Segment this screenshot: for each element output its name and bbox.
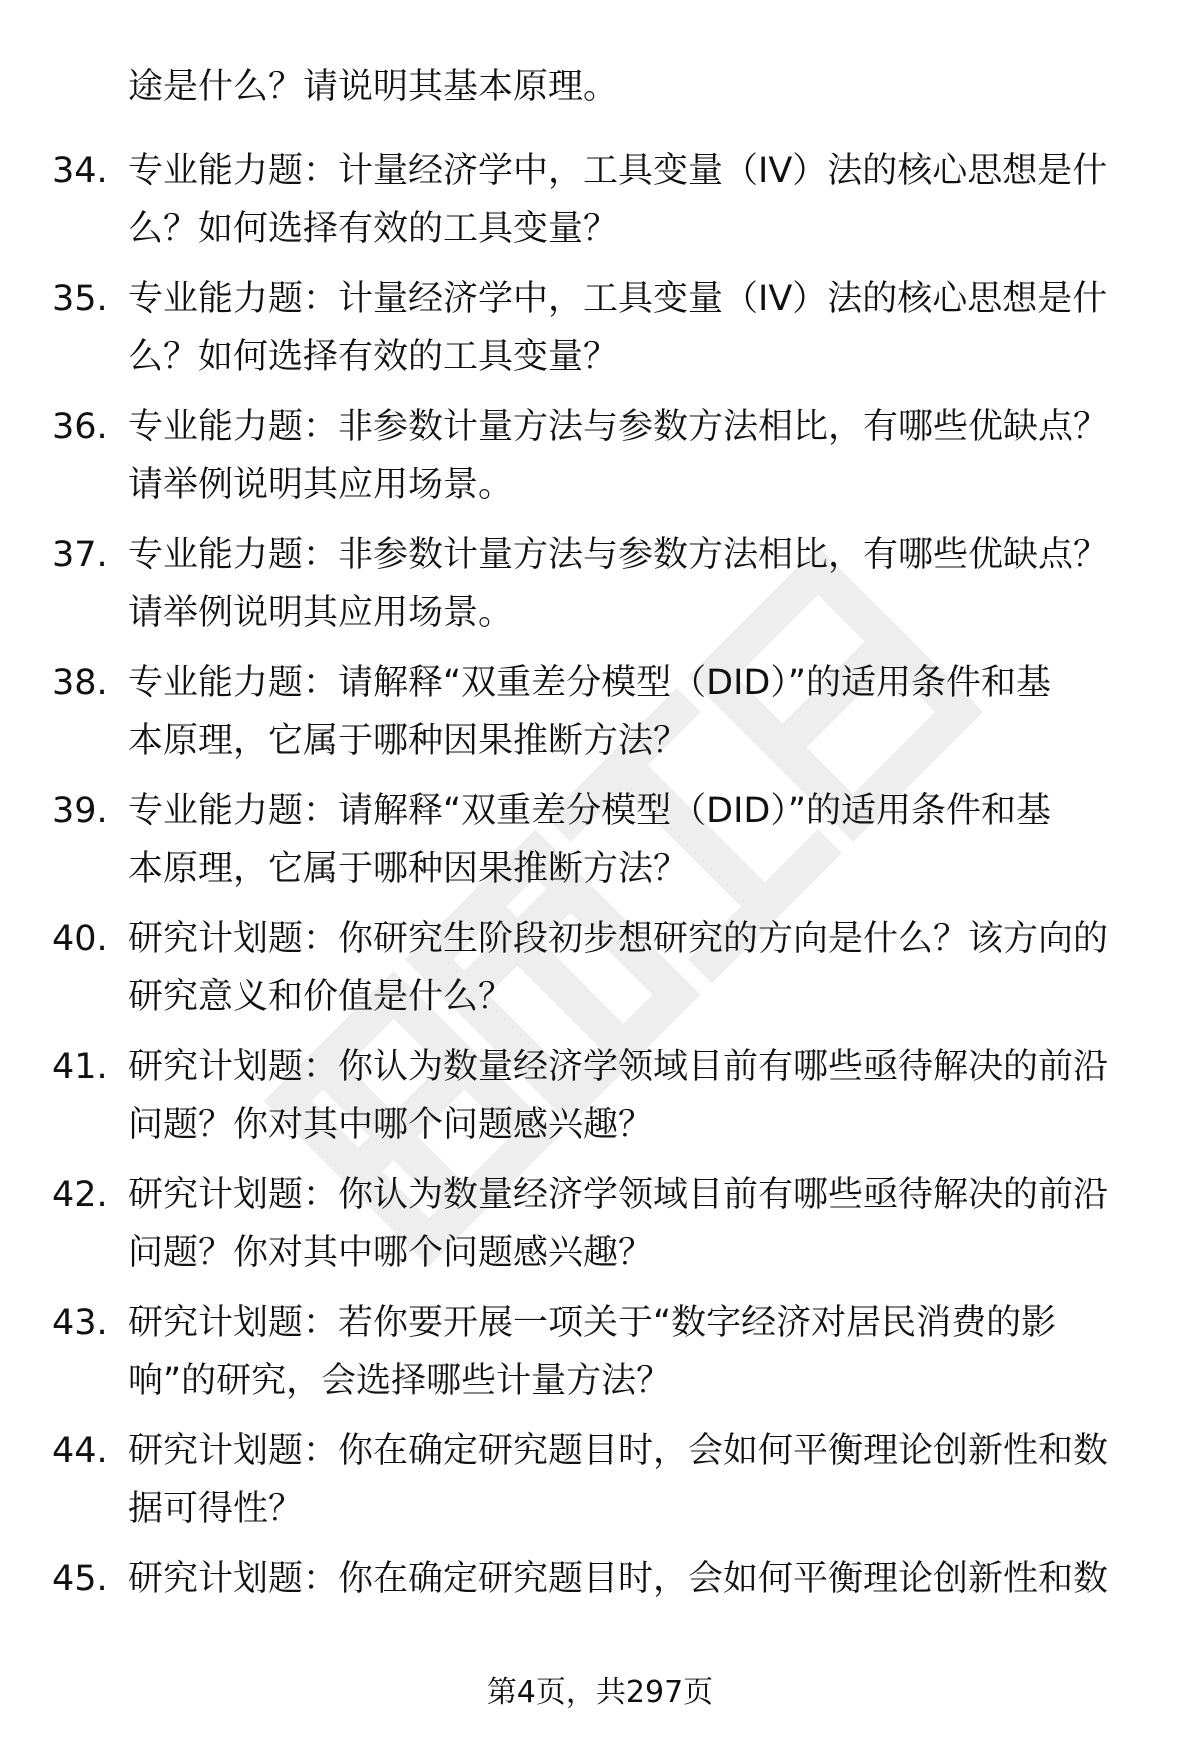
question-item — [0, 270, 1200, 386]
question-text-line1: 研究计划题：你研究生阶段初步想研究的方向是什么？该方向的 — [128, 919, 1109, 959]
page-footer: 第4页，共297页 — [486, 1675, 714, 1710]
question-text-line1: 研究计划题：你在确定研究题目时，会如何平衡理论创新性和数 — [128, 1559, 1109, 1599]
question-text-line1: 研究计划题：你在确定研究题目时，会如何平衡理论创新性和数 — [128, 1431, 1109, 1471]
question-text-line1: 研究计划题：若你要开展一项关于“数字经济对居民消费的影 — [128, 1303, 1057, 1343]
question-text-line2: 么？如何选择有效的工具变量？ — [128, 337, 619, 377]
question-text-line2: 本原理，它属于哪种因果推断方法？ — [128, 721, 689, 761]
question-text-line2: 请举例说明其应用场景。 — [128, 465, 514, 505]
question-text-line1: 专业能力题：计量经济学中，工具变量（IV）法的核心思想是什 — [128, 279, 1108, 319]
question-text-line1: 专业能力题：请解释“双重差分模型（DID）”的适用条件和基 — [128, 791, 1051, 831]
question-number: 34. — [52, 151, 108, 191]
question-item — [0, 1422, 1200, 1538]
question-number: 37. — [52, 535, 108, 575]
question-text-line2: 问题？你对其中哪个问题感兴趣？ — [128, 1233, 654, 1273]
question-number: 39. — [52, 791, 108, 831]
question-text-line1: 研究计划题：你认为数量经济学领域目前有哪些亟待解决的前沿 — [128, 1175, 1109, 1215]
question-number: 41. — [52, 1047, 108, 1087]
question-text-line2: 响”的研究，会选择哪些计量方法？ — [128, 1361, 672, 1401]
question-item — [0, 782, 1200, 898]
question-number: 40. — [52, 919, 108, 959]
question-number: 44. — [52, 1431, 108, 1471]
question-list — [0, 142, 1200, 1678]
question-text-line2: 么？如何选择有效的工具变量？ — [128, 209, 619, 249]
question-text-line2: 本原理，它属于哪种因果推断方法？ — [128, 849, 689, 889]
question-item — [0, 654, 1200, 770]
question-text-line1: 研究计划题：你认为数量经济学领域目前有哪些亟待解决的前沿 — [128, 1047, 1109, 1087]
question-number: 45. — [52, 1559, 108, 1599]
question-text-line1: 专业能力题：请解释“双重差分模型（DID）”的适用条件和基 — [128, 663, 1051, 703]
question-item — [0, 526, 1200, 642]
question-item — [0, 910, 1200, 1026]
question-item — [0, 1166, 1200, 1282]
question-item — [0, 142, 1200, 258]
question-item — [0, 1294, 1200, 1410]
question-text-line2: 请举例说明其应用场景。 — [128, 593, 514, 633]
question-item — [0, 1550, 1200, 1666]
question-number: 35. — [52, 279, 108, 319]
question-number: 43. — [52, 1303, 108, 1343]
question-text-line2: 据可得性？ — [128, 1489, 304, 1529]
question-number: 36. — [52, 407, 108, 447]
question-text-line1: 专业能力题：计量经济学中，工具变量（IV）法的核心思想是什 — [128, 151, 1108, 191]
question-text-line1: 专业能力题：非参数计量方法与参数方法相比，有哪些优缺点？ — [128, 407, 1109, 447]
question-text-line1: 专业能力题：非参数计量方法与参数方法相比，有哪些优缺点？ — [128, 535, 1109, 575]
question-item — [0, 1038, 1200, 1154]
question-text-line2: 问题？你对其中哪个问题感兴趣？ — [128, 1105, 654, 1145]
continuation-text: 途是什么？请说明其基本原理。 — [128, 67, 619, 107]
question-item — [0, 398, 1200, 514]
question-text-line2: 研究意义和价值是什么？ — [128, 977, 514, 1017]
question-number: 42. — [52, 1175, 108, 1215]
question-number: 38. — [52, 663, 108, 703]
